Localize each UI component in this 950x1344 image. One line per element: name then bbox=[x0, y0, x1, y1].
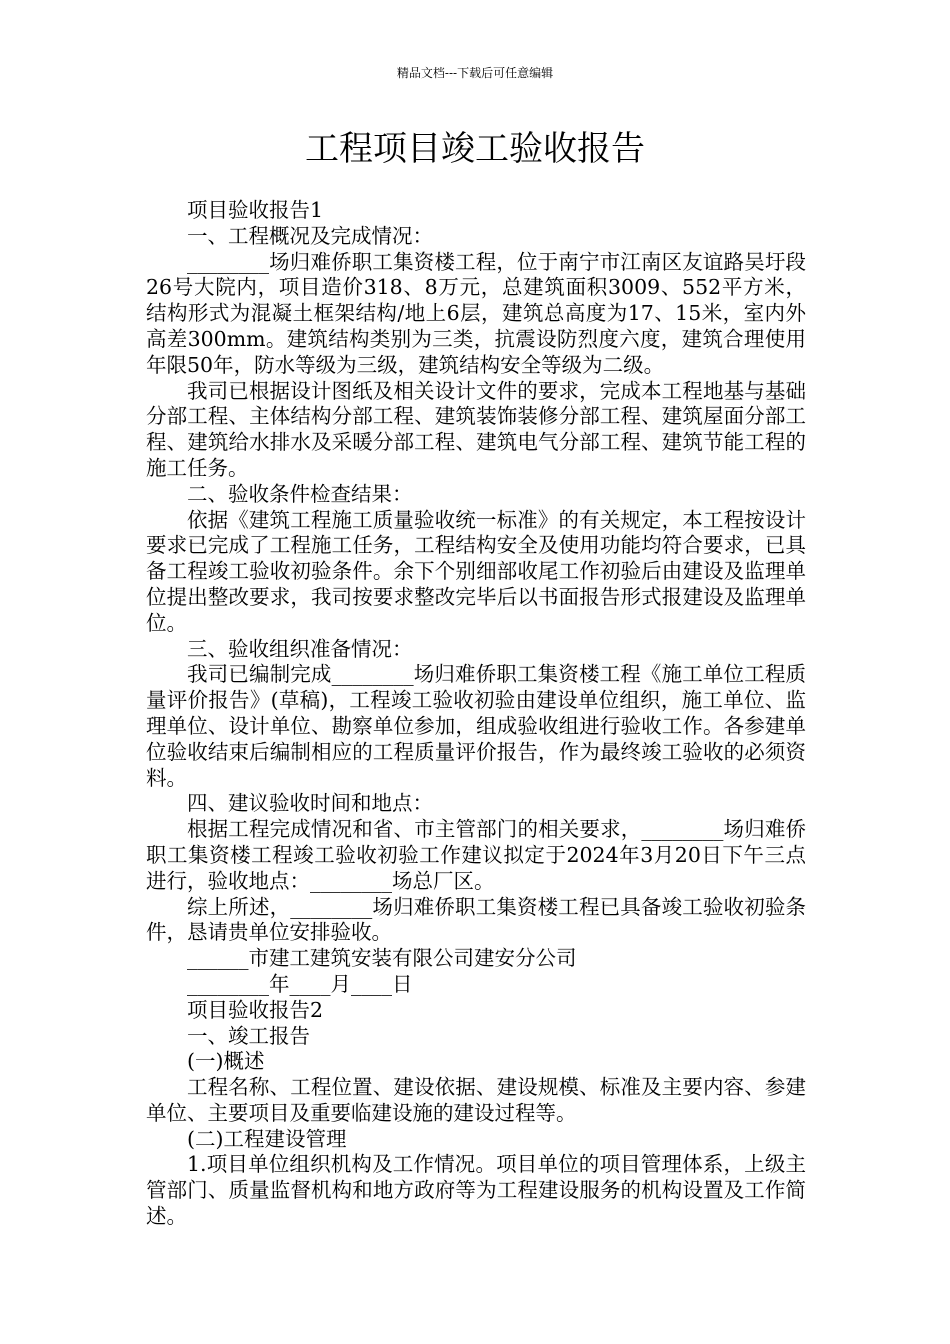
body-paragraph: 我司已编制完成________场归难侨职工集资楼工程《施工单位工程质量评价报告》(草稿)，工程竣工验收初验由建设单位组织，施工单位、监理单位、设计单位、勘察单位参加，组成验收组进行验收工作。各参建单位验收结束后编制相应的工程质量评价报告，作为最终竣工验收的必须资料。 bbox=[146, 662, 806, 790]
header-watermark: 精品文档---下载后可任意编辑 bbox=[396, 66, 554, 80]
section-heading: 项目验收报告2 bbox=[187, 997, 324, 1022]
document-body bbox=[146, 198, 806, 1230]
body-paragraph: ________场归难侨职工集资楼工程，位于南宁市江南区友谊路吴圩段26号大院内，项目造价318、8万元，总建筑面积3009、552平方米，结构形式为混凝土框架结构/地上6层，建筑总高度为17、15米，室内外高差300mm。建筑结构类别为三类，抗震设防烈度六度，建筑合理使用年限50年，防水等级为三级，建筑结构安全等级为二级。 bbox=[146, 249, 806, 377]
subsection-heading: 一、工程概况及完成情况： bbox=[187, 223, 433, 248]
body-paragraph: 我司已根据设计图纸及相关设计文件的要求，完成本工程地基与基础分部工程、主体结构分部工程、建筑装饰装修分部工程、建筑屋面分部工程、建筑给水排水及采暖分部工程、建筑电气分部工程、建筑节能工程的施工任务。 bbox=[146, 378, 806, 480]
subsection-heading: 二、验收条件检查结果： bbox=[187, 481, 413, 506]
body-paragraph: 综上所述，________场归难侨职工集资楼工程已具备竣工验收初验条件，恳请贵单位安排验收。 bbox=[146, 894, 806, 945]
body-paragraph: 依据《建筑工程施工质量验收统一标准》的有关规定，本工程按设计要求已完成了工程施工任务，工程结构安全及使用功能均符合要求，已具备工程竣工验收初验条件。余下个别细部收尾工作初验后由建设及监理单位提出整改要求，我司按要求整改完毕后以书面报告形式报建设及监理单位。 bbox=[146, 507, 806, 635]
section-heading: 项目验收报告1 bbox=[187, 198, 324, 222]
signature-company: ______市建工建筑安装有限公司建安分公司 bbox=[187, 946, 577, 971]
subsection-heading: (一)概述 bbox=[187, 1049, 265, 1074]
signature-date: ________年____月____日 bbox=[187, 971, 413, 996]
body-paragraph: 工程名称、工程位置、建设依据、建设规模、标准及主要内容、参建单位、主要项目及重要临建设施的建设过程等。 bbox=[146, 1075, 806, 1125]
subsection-heading: 四、建议验收时间和地点： bbox=[187, 791, 433, 816]
subsection-heading: 一、竣工报告 bbox=[187, 1023, 310, 1048]
body-paragraph: 1.项目单位组织机构及工作情况。项目单位的项目管理体系，上级主管部门、质量监督机构和地方政府等为工程建设服务的机构设置及工作简述。 bbox=[146, 1152, 806, 1229]
subsection-heading: 三、验收组织准备情况： bbox=[187, 636, 413, 661]
subsection-heading: (二)工程建设管理 bbox=[187, 1126, 347, 1151]
body-paragraph: 根据工程完成情况和省、市主管部门的相关要求，________场归难侨职工集资楼工程竣工验收初验工作建议拟定于2024年3月20日下午三点进行，验收地点：________场总厂区。 bbox=[146, 817, 806, 893]
document-title: 工程项目竣工验收报告 bbox=[305, 129, 645, 169]
